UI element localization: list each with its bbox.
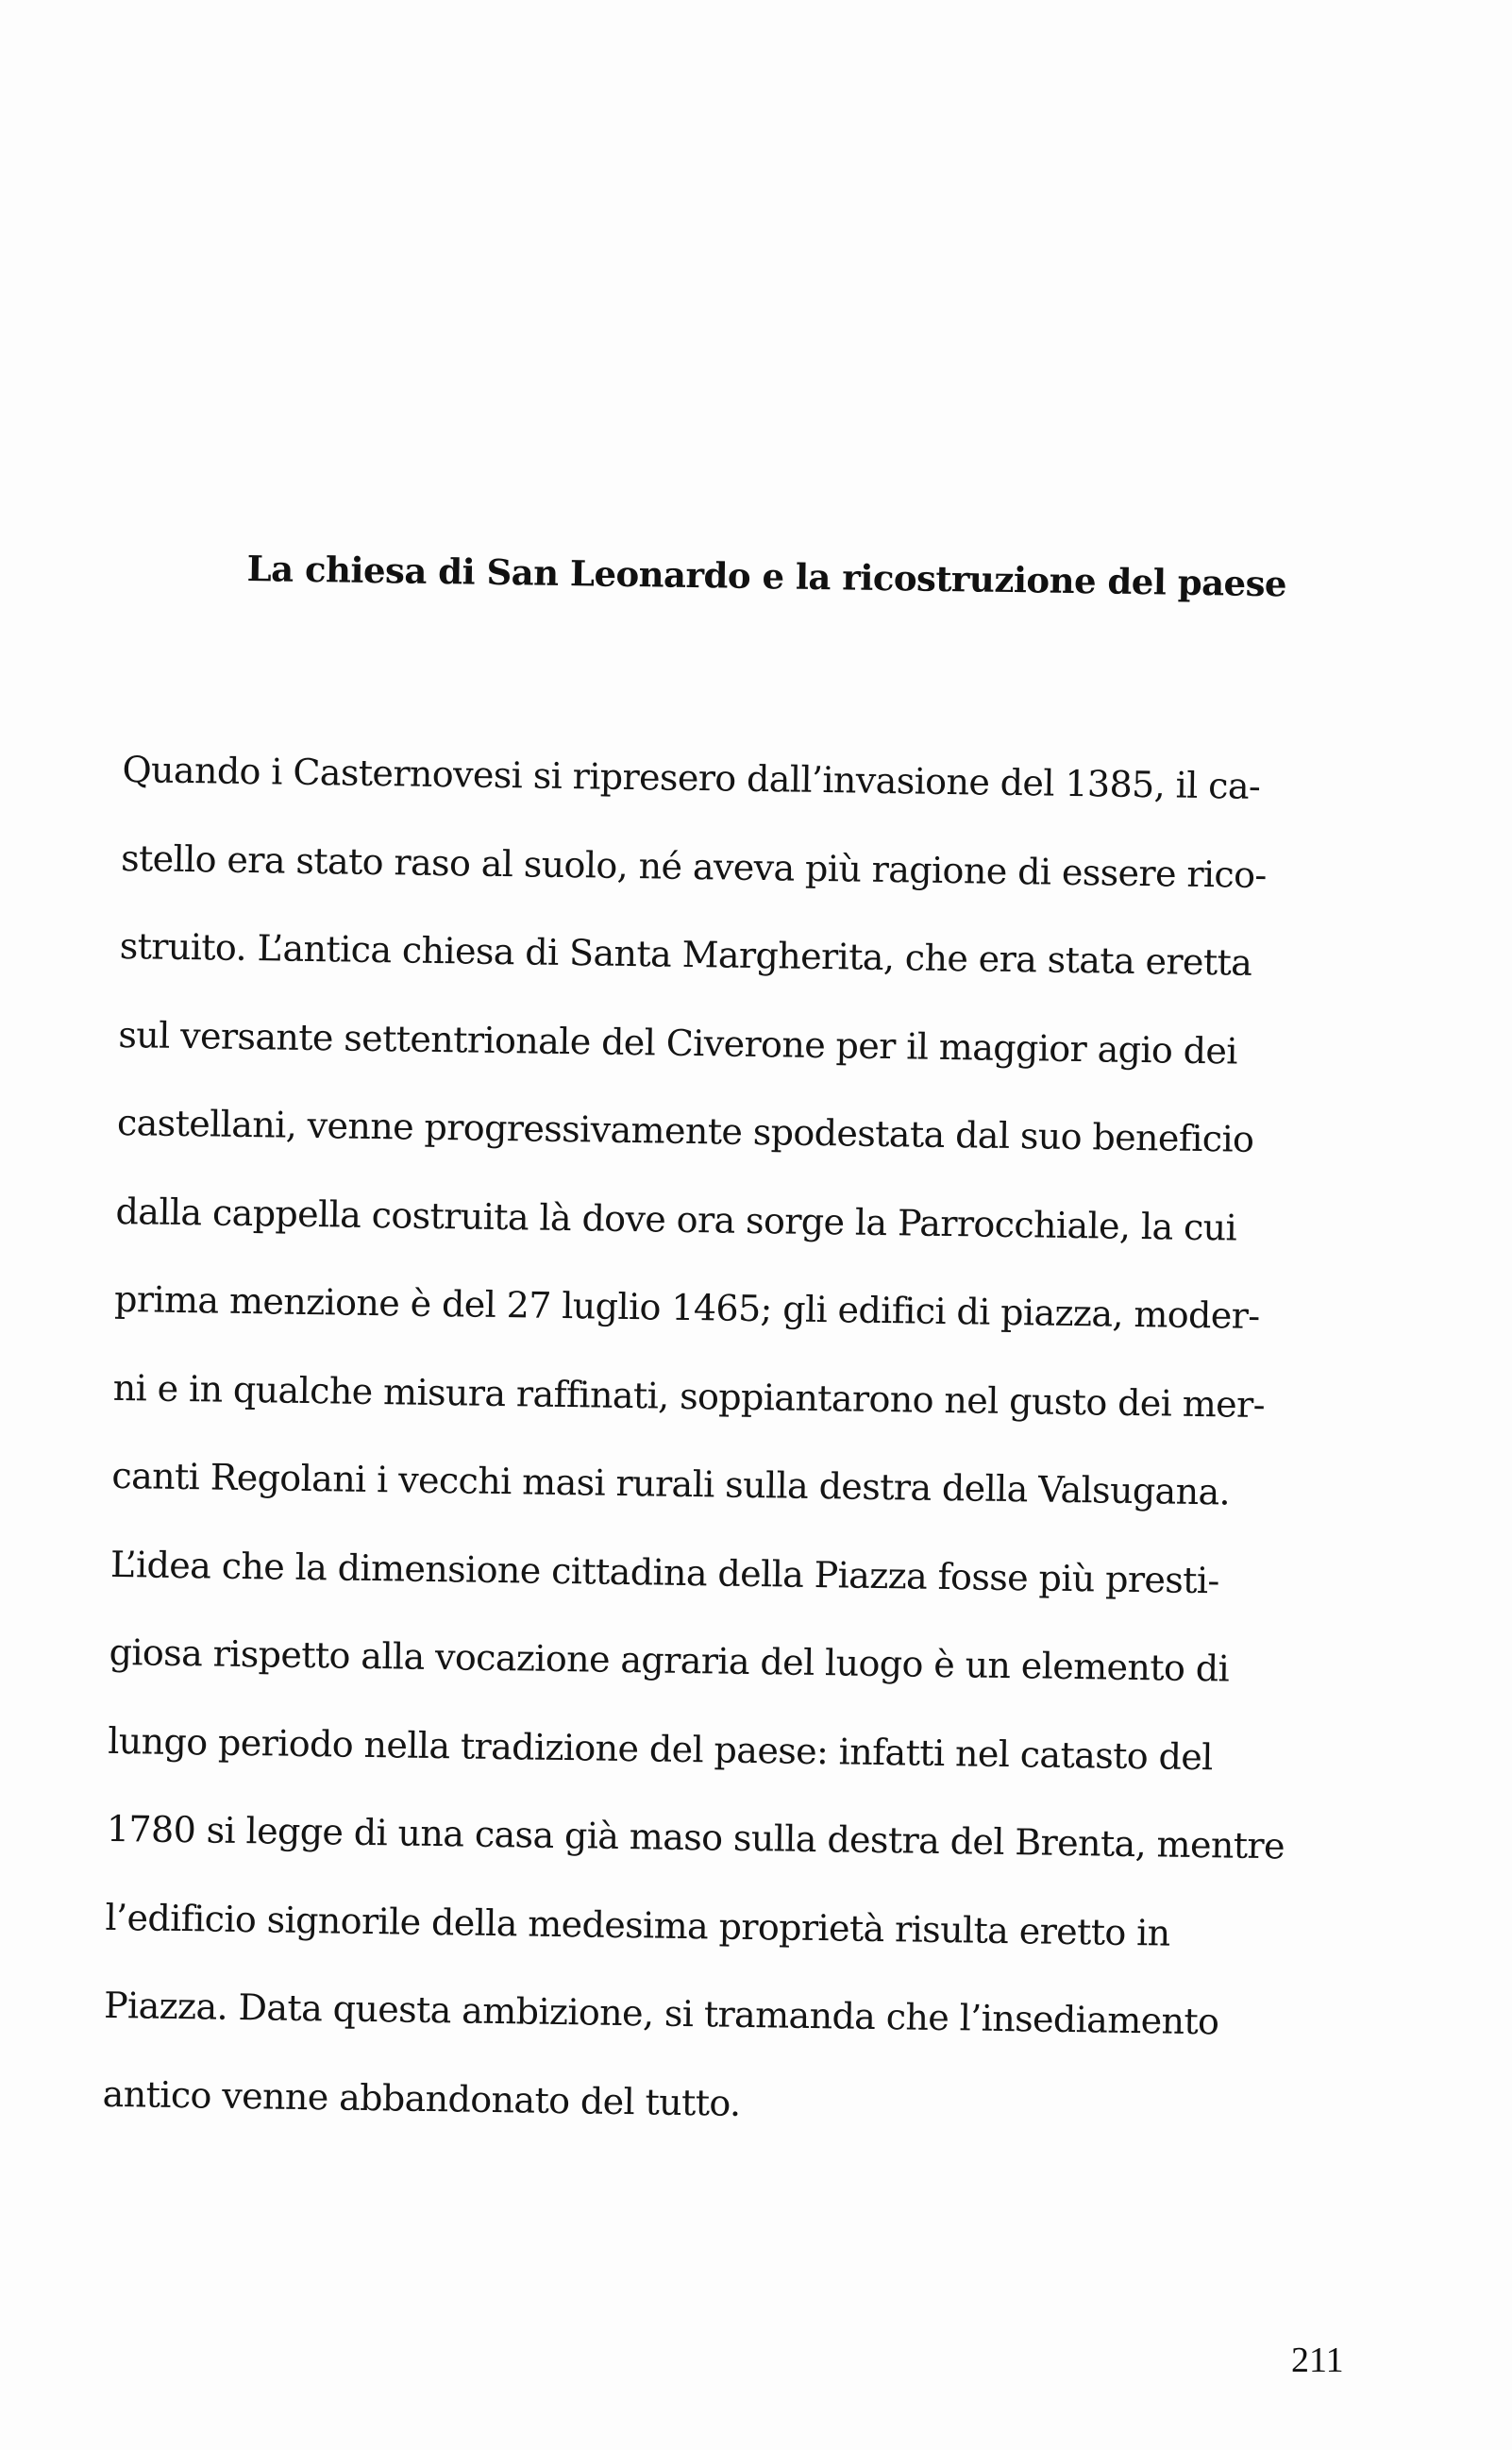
text-line: canti Regolani i vecchi masi rurali sulla destra della Valsugana. — [111, 1454, 1231, 1513]
text-line: Quando i Casternovesi si ripresero dall’invasione del 1385, il ca- — [122, 748, 1261, 807]
text-line: 1780 si legge di una casa già maso sulla destra del Brenta, mentre — [106, 1807, 1285, 1867]
text-line: giosa rispetto alla vocazione agraria del luogo è un elemento di — [109, 1631, 1230, 1690]
body-text — [102, 741, 1397, 2172]
text-line: L’idea che la dimensione cittadina della Piazza fosse più presti- — [109, 1543, 1220, 1601]
text-line: prima menzione è del 27 luglio 1465; gli edifici di piazza, moder- — [113, 1277, 1260, 1337]
text-line: antico venne abbandonato del tutto. — [102, 2072, 741, 2124]
text-line: sul versante settentrionale del Civerone per il maggior agio dei — [118, 1013, 1238, 1073]
page-number: 211 — [1291, 2340, 1344, 2380]
text-line: l’edificio signorile della medesima proprietà risulta eretto in — [105, 1896, 1170, 1954]
text-line: stello era stato raso al suolo, né aveva più ragione di essere rico- — [120, 836, 1268, 896]
text-line: castellani, venne progressivamente spodestata dal suo beneficio — [116, 1101, 1254, 1160]
text-line: lungo periodo nella tradizione del paese: infatti nel catasto del — [107, 1719, 1214, 1778]
text-line: struito. L’antica chiesa di Santa Margherita, che era stata eretta — [119, 924, 1252, 984]
chapter-title: La chiesa di San Leonardo e la ricostruzione del paese — [246, 548, 1287, 605]
text-line: dalla cappella costruita là dove ora sorge la Parrocchiale, la cui — [115, 1190, 1237, 1249]
text-line: ni e in qualche misura raffinati, soppiantarono nel gusto dei mer- — [112, 1366, 1266, 1426]
text-line: Piazza. Data questa ambizione, si tramanda che l’insediamento — [103, 1984, 1219, 2043]
